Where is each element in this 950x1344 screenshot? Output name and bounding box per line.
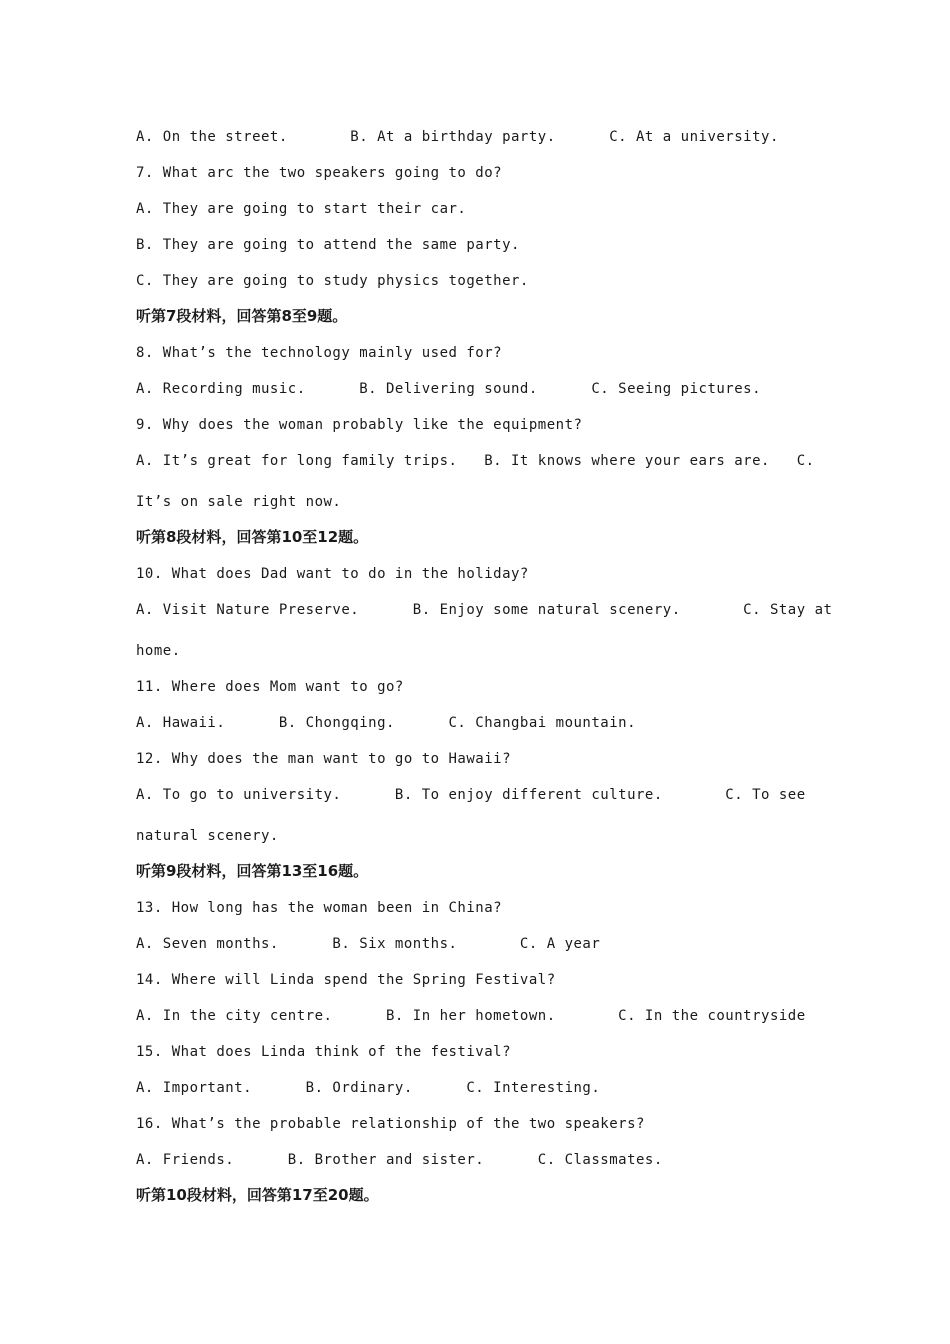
q7-option-c: C. They are going to study physics together. [136,273,529,289]
section-heading-10: 听第10段材料，回答第17至20题。 [136,1186,379,1204]
section-heading-9: 听第9段材料，回答第13至16题。 [136,862,369,880]
q12-options: A. To go to university. B. To enjoy different culture. C. To see [136,787,806,803]
question-8: 8. What’s the technology mainly used for? [136,345,503,361]
q8-options: A. Recording music. B. Delivering sound. C. Seeing pictures. [136,381,762,397]
q16-options: A. Friends. B. Brother and sister. C. Classmates. [136,1152,663,1168]
question-16: 16. What’s the probable relationship of the two speakers? [136,1116,645,1132]
question-7: 7. What arc the two speakers going to do? [136,165,503,181]
question-13: 13. How long has the woman been in China? [136,900,503,916]
question-15: 15. What does Linda think of the festival? [136,1044,512,1060]
q13-options: A. Seven months. B. Six months. C. A year [136,936,601,952]
section-heading-8: 听第8段材料，回答第10至12题。 [136,528,369,546]
q9-options: A. It’s great for long family trips. B. It knows where your ears are. C. [136,453,815,469]
q7-option-b: B. They are going to attend the same party. [136,237,520,253]
question-12: 12. Why does the man want to go to Hawaii? [136,751,512,767]
q10-options: A. Visit Nature Preserve. B. Enjoy some natural scenery. C. Stay at [136,602,833,618]
question-9: 9. Why does the woman probably like the equipment? [136,417,583,433]
question-14: 14. Where will Linda spend the Spring Festival? [136,972,556,988]
section-heading-7: 听第7段材料，回答第8至9题。 [136,307,348,325]
q12-options-continued: natural scenery. [136,828,279,844]
q10-options-continued: home. [136,643,181,659]
question-10: 10. What does Dad want to do in the holiday? [136,566,529,582]
q9-options-continued: It’s on sale right now. [136,494,342,510]
q11-options: A. Hawaii. B. Chongqing. C. Changbai mountain. [136,715,637,731]
q7-option-a: A. They are going to start their car. [136,201,467,217]
q6-options: A. On the street. B. At a birthday party. C. At a university. [136,129,779,145]
q14-options: A. In the city centre. B. In her hometown. C. In the countryside [136,1008,806,1024]
q15-options: A. Important. B. Ordinary. C. Interesting. [136,1080,601,1096]
question-11: 11. Where does Mom want to go? [136,679,404,695]
